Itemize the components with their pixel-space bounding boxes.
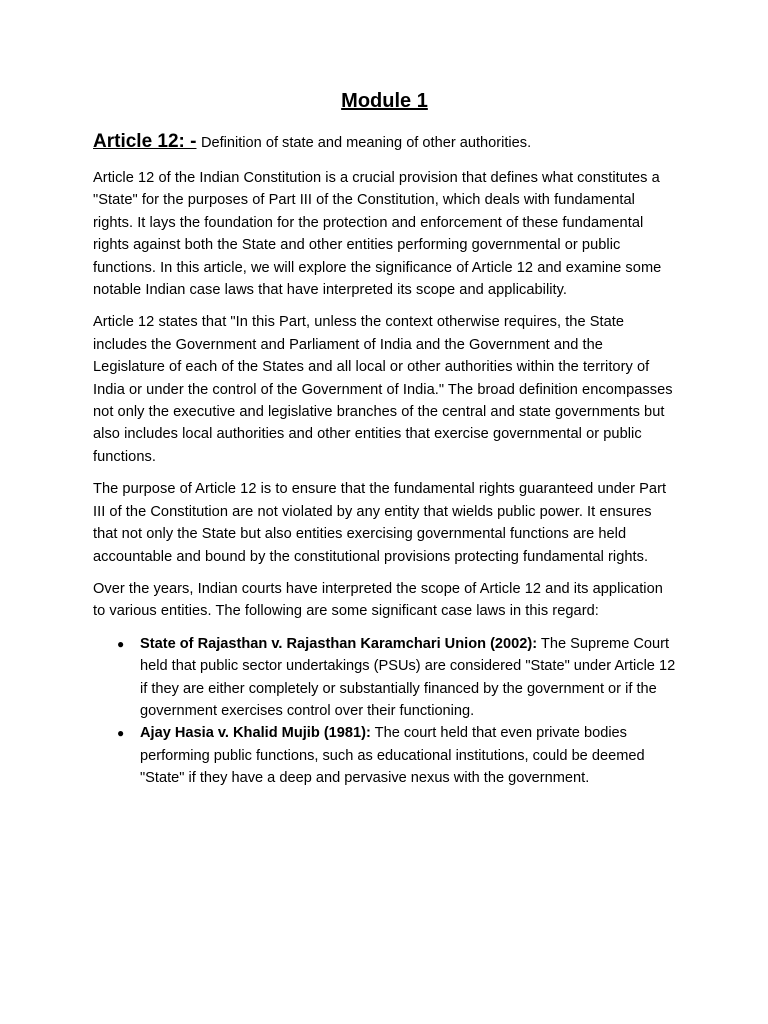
- case-description: The court held that even private bodies performing public functions, such as educational institutions, could be deemed "State" if they have a deep and pervasive nexus with the government.: [140, 725, 645, 787]
- paragraph-intro: Article 12 of the Indian Constitution is a crucial provision that defines what constitutes a "State" for the purposes of Part III of the Constitution, which deals with fundamental rights. It lays the foundation for the protection and enforcement of these fundamental rights against both the State and other entities performing governmental or public functions. In this article, we will explore the significance of Article 12 and examine some notable Indian case laws that have interpreted its scope and applicability.: [93, 170, 662, 299]
- case-name: State of Rajasthan v. Rajasthan Karamchari Union (2002):: [140, 635, 538, 652]
- paragraph-case-intro: Over the years, Indian courts have interpreted the scope of Article 12 and its application to various entities. The following are some significant case laws in this regard:: [93, 580, 663, 620]
- case-law-list: [93, 633, 676, 790]
- article-heading-main: Article 12: -: [93, 131, 197, 152]
- bullet-icon: ●: [117, 726, 125, 741]
- page-title: Module 1: [341, 90, 428, 112]
- bullet-icon: ●: [117, 636, 125, 651]
- list-item: [117, 633, 676, 723]
- paragraph-purpose: The purpose of Article 12 is to ensure that the fundamental rights guaranteed under Part III of the Constitution are not violated by any entity that wields public power. It ensures that not only the State but also entities exercising governmental functions are held accountable and bound by the constitutional provisions protecting fundamental rights.: [93, 481, 667, 565]
- case-name: Ajay Hasia v. Khalid Mujib (1981):: [140, 725, 371, 742]
- article-heading-sub: Definition of state and meaning of other authorities.: [200, 135, 532, 151]
- list-item: [117, 722, 676, 789]
- paragraph-definition: Article 12 states that "In this Part, unless the context otherwise requires, the State includes the Government and Parliament of India and the Government and the Legislature of each of the States and all local or other authorities within the territory of India or under the control of the Government of India." The broad definition encompasses not only the executive and legislative branches of the central and state governments but also includes local authorities and other entities that exercise governmental or public functions.: [93, 314, 673, 465]
- article-heading: [93, 128, 676, 157]
- case-description: The Supreme Court held that public sector undertakings (PSUs) are considered "State" under Article 12 if they are either completely or substantially financed by the government or if the government exercises control over their functioning.: [140, 635, 676, 719]
